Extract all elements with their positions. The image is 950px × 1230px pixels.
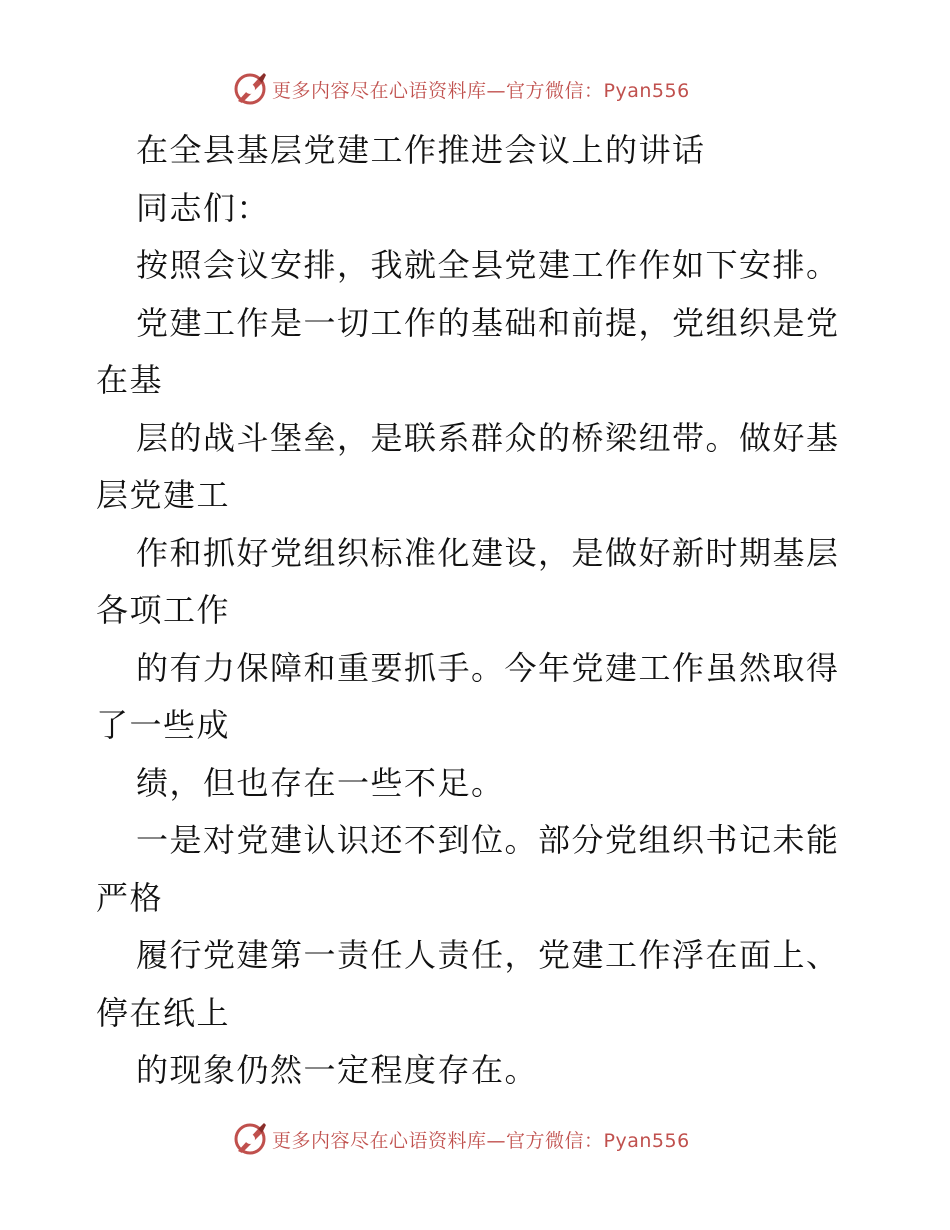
paragraph-line: 党建工作是一切工作的基础和前提，党组织是党: [136, 303, 840, 342]
feather-pen-logo-icon: [232, 71, 268, 107]
paragraph-line: 严格: [96, 878, 164, 917]
paragraph-line: 层党建工: [96, 476, 231, 514]
paragraph-line: 履行党建第一责任人责任，党建工作浮在面上、: [136, 936, 840, 974]
paragraph-line: 停在纸上: [96, 993, 231, 1032]
paragraph-line: 绩，但也存在一些不足。: [136, 763, 505, 802]
paragraph-line: 了一些成: [96, 706, 231, 744]
watermark-footer: [232, 1120, 690, 1158]
paragraph-line: 在基: [96, 361, 164, 399]
document-body: [96, 122, 856, 1100]
paragraph-line: 按照会议安排，我就全县党建工作作如下安排。: [136, 246, 840, 284]
paragraph-line: 各项工作: [96, 591, 231, 629]
paragraph-line: 一是对党建认识还不到位。部分党组织书记未能: [136, 821, 840, 859]
paragraph-line: 作和抓好党组织标准化建设，是做好新时期基层: [136, 533, 840, 572]
paragraph-line: 的现象仍然一定程度存在。: [136, 1051, 539, 1089]
watermark-text: 更多内容尽在心语资料库—官方微信：Pyan556: [272, 79, 690, 102]
paragraph-line: 层的战斗堡垒，是联系群众的桥梁纽带。做好基: [136, 418, 840, 457]
watermark-header: [232, 70, 690, 108]
paragraph-line: 同志们：: [136, 188, 271, 227]
paragraph-line: 的有力保障和重要抓手。今年党建工作虽然取得: [136, 648, 840, 687]
watermark-text: 更多内容尽在心语资料库—官方微信：Pyan556: [272, 1129, 690, 1152]
paragraph-line: 在全县基层党建工作推进会议上的讲话: [136, 131, 706, 169]
feather-pen-logo-icon: [232, 1121, 268, 1157]
